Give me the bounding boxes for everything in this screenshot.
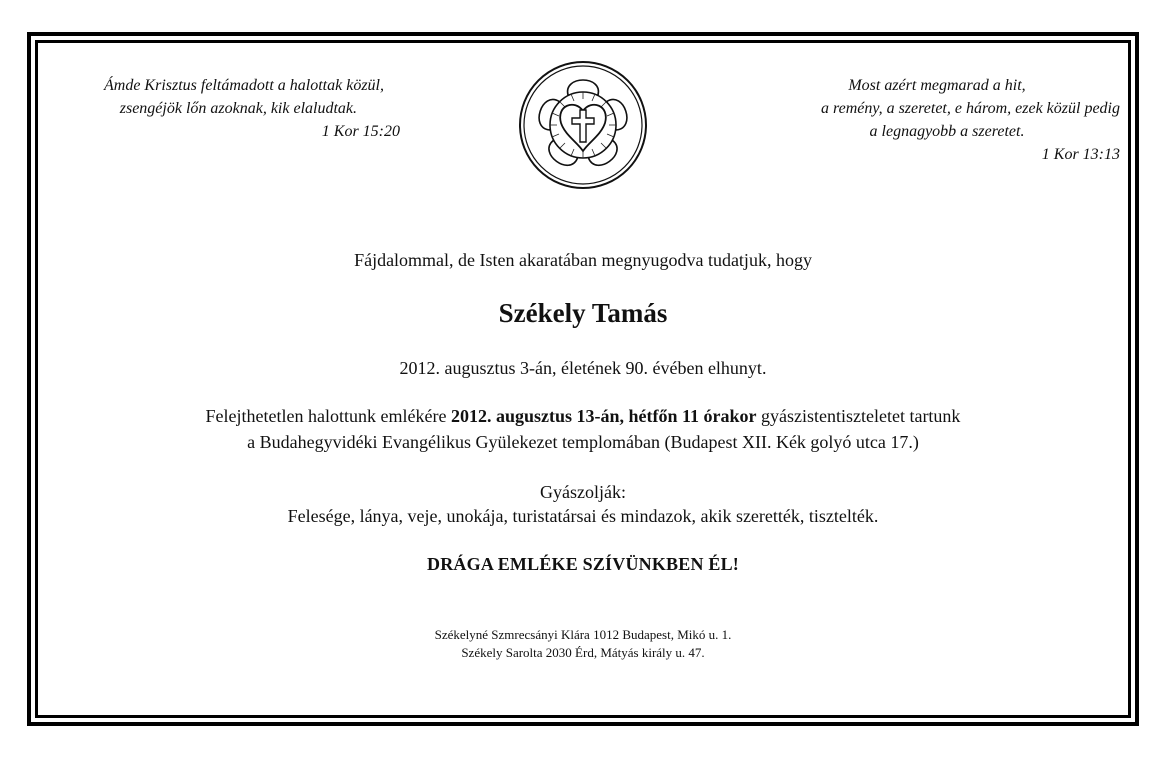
mourners-heading: Gyászolják: <box>540 482 626 502</box>
right-bible-quote <box>750 74 1120 166</box>
service-prefix: Felejthetetlen halottunk emlékére <box>205 406 451 426</box>
left-bible-quote <box>50 74 400 143</box>
service-location: a Budahegyvidéki Evangélikus Gyülekezet templomában (Budapest XII. Kék golyó utca 17.) <box>247 432 919 452</box>
death-notice: 2012. augusztus 3-án, életének 90. évében elhunyt. <box>399 358 767 378</box>
service-suffix: gyászistentiszteletet tartunk <box>756 406 961 426</box>
left-quote-reference: 1 Kor 15:20 <box>321 123 400 140</box>
right-quote-line-2: a remény, a szeretet, e három, ezek közül pedig <box>820 100 1120 117</box>
luther-rose-icon <box>519 59 647 191</box>
right-quote-reference: 1 Kor 13:13 <box>1041 146 1120 163</box>
family-address-2: Székely Sarolta 2030 Érd, Mátyás király u. 47. <box>461 645 705 660</box>
intro-text: Fájdalommal, de Isten akaratában megnyugodva tudatjuk, hogy <box>354 250 812 270</box>
service-datetime: 2012. augusztus 13-án, hétfőn 11 órakor <box>450 406 757 426</box>
right-quote-line-1: Most azért megmarad a hit, <box>848 77 1026 94</box>
service-announcement <box>36 406 1130 427</box>
right-quote-line-3: a legnagyobb a szeretet. <box>869 123 1025 140</box>
left-quote-line-2: zsengéjök lőn azoknak, kik elaludtak. <box>119 100 357 117</box>
memorial-motto: DRÁGA EMLÉKE SZÍVÜNKBEN ÉL! <box>427 554 739 574</box>
deceased-name: Székely Tamás <box>498 298 668 328</box>
family-address-1: Székelyné Szmrecsányi Klára 1012 Budapest, Mikó u. 1. <box>434 627 732 642</box>
mourners-list: Felesége, lánya, veje, unokája, turistatársai és mindazok, akik szerették, tisztelték. <box>287 506 879 526</box>
left-quote-line-1: Ámde Krisztus feltámadott a halottak közül, <box>104 77 384 94</box>
